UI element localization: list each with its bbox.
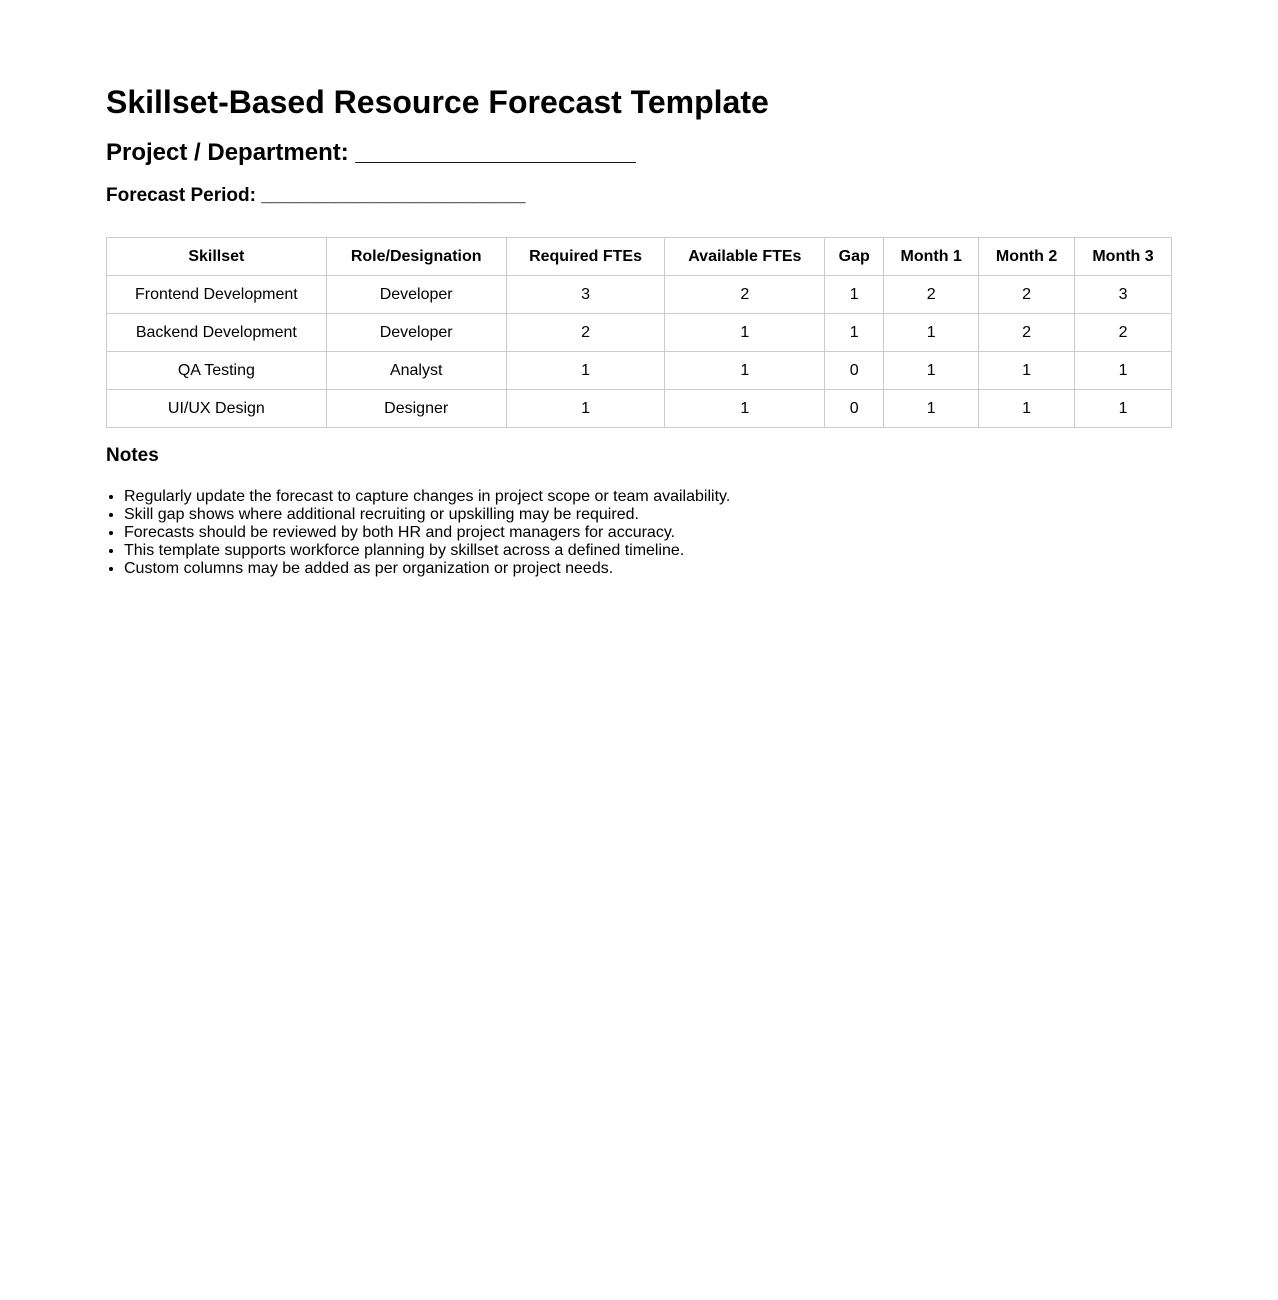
list-item: • Custom columns may be added as per organization or project needs. [124, 560, 1172, 578]
list-item: • Skill gap shows where additional recruiting or upskilling may be required. [124, 506, 1172, 524]
table-cell: 1 [825, 314, 884, 352]
table-row [107, 390, 1172, 428]
table-cell: 1 [506, 352, 665, 390]
forecast-table [106, 237, 1172, 428]
table-cell: 1 [979, 390, 1075, 428]
table-cell: 2 [665, 276, 825, 314]
table-row [107, 276, 1172, 314]
table-cell: 1 [665, 390, 825, 428]
table-cell: 1 [979, 352, 1075, 390]
table-cell: 2 [884, 276, 979, 314]
forecast-period-line: Forecast Period: _________________________ [106, 185, 526, 206]
table-cell: Developer [326, 314, 506, 352]
table-cell: 2 [979, 276, 1075, 314]
table-cell: 1 [665, 352, 825, 390]
header-gap: Gap [825, 238, 884, 276]
table-row [107, 314, 1172, 352]
table-cell: Frontend Development [107, 276, 327, 314]
header-month-1: Month 1 [884, 238, 979, 276]
document-page [0, 0, 1172, 578]
table-cell: Analyst [326, 352, 506, 390]
page-title: Skillset-Based Resource Forecast Template [106, 84, 769, 120]
table-cell: Backend Development [107, 314, 327, 352]
table-cell: 1 [884, 390, 979, 428]
table-cell: QA Testing [107, 352, 327, 390]
header-skillset: Skillset [107, 238, 327, 276]
project-department-line: Project / Department: _____________________ [106, 139, 636, 166]
table-row [107, 352, 1172, 390]
table-cell: UI/UX Design [107, 390, 327, 428]
table-cell: 1 [1075, 390, 1172, 428]
table-cell: Developer [326, 276, 506, 314]
notes-heading: Notes [106, 445, 159, 466]
table-cell: 1 [1075, 352, 1172, 390]
table-cell: 1 [506, 390, 665, 428]
table-cell: 1 [825, 276, 884, 314]
table-cell: 0 [825, 352, 884, 390]
table-cell: 2 [979, 314, 1075, 352]
table-cell: 1 [884, 314, 979, 352]
table-cell: 2 [1075, 314, 1172, 352]
table-cell: 1 [665, 314, 825, 352]
header-month-2: Month 2 [979, 238, 1075, 276]
table-cell: Designer [326, 390, 506, 428]
header-role: Role/Designation [326, 238, 506, 276]
table-cell: 3 [1075, 276, 1172, 314]
list-item: • Regularly update the forecast to capture changes in project scope or team availability. [124, 488, 1172, 506]
table-cell: 1 [884, 352, 979, 390]
table-cell: 0 [825, 390, 884, 428]
table-header-row [107, 238, 1172, 276]
list-item: • This template supports workforce planning by skillset across a defined timeline. [124, 542, 1172, 560]
list-item: • Forecasts should be reviewed by both HR and project managers for accuracy. [124, 524, 1172, 542]
header-available-ftes: Available FTEs [665, 238, 825, 276]
header-month-3: Month 3 [1075, 238, 1172, 276]
notes-list [106, 488, 1172, 578]
table-cell: 3 [506, 276, 665, 314]
header-required-ftes: Required FTEs [506, 238, 665, 276]
table-cell: 2 [506, 314, 665, 352]
